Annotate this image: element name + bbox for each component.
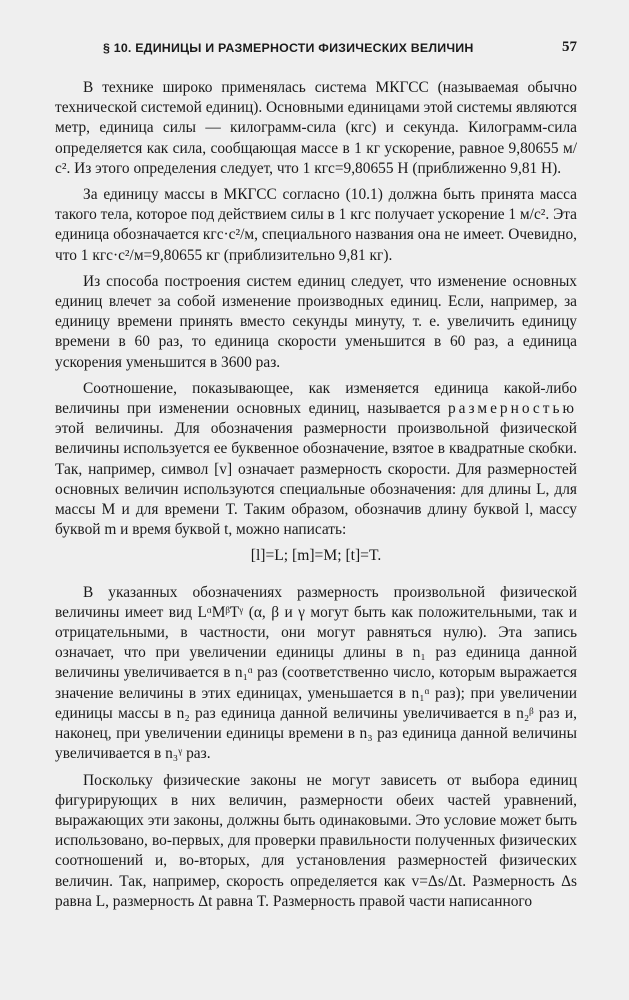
paragraph-part: этой величины. Для обозначения размерности произвольной физической величины используется ее буквенное обозначение, взятое в квадратные скобки. Так, например, символ [v] означает размерность скорости. Для размерностей основных величин используются специальные обозначения: для длины L, для массы M и для времени T. Таким образом, обозначив длину буквой l, массу буквой m и время буквой t, можно написать:	[55, 420, 577, 539]
section-title: § 10. ЕДИНИЦЫ И РАЗМЕРНОСТИ ФИЗИЧЕСКИХ ВЕЛИЧИН	[103, 41, 474, 55]
page-number: 57	[562, 39, 577, 55]
base-dimensions-formula: [l]=L; [m]=M; [t]=T.	[250, 547, 382, 565]
paragraph-physical-laws: Поскольку физические законы не могут зависеть от выбора единиц фигурирующих в них величин, размерности обеих частей уравнений, выражающих эти законы, должны быть одинаковыми. Это условие может быть использовано, во-первых, для проверки правильности полученных физических соотношений и, во-вторых, для установления размерностей физических величин. Так, например, скорость определяется как v=Δs/Δt. Размерность Δs равна L, размерность Δt равна T. Размерность правой части написанного	[55, 771, 577, 910]
body-text	[55, 78, 577, 918]
paragraph-mass-unit: За единицу массы в МКГСС согласно (10.1) должна быть принята масса такого тела, которое под действием силы в 1 кгс получает ускорение 1 м/с². Эта единица обозначается кгс·с²/м, специального названия она не имеет. Очевидно, что 1 кгс·с²/м=9,80655 кг (приблизительно 9,81 кг).	[55, 186, 577, 264]
paragraph-dimension-notation: В указанных обозначениях размерность произвольной физической величины имеет вид LᵅMᵝTᵞ (α, β и γ могут быть как положительными, так и отрицательными, в частности, они могут равняться нулю). Эта запись означает, что при увеличении единицы длины в n₁ раз единица данной величины увеличивается в n₁ᵅ раз (соответственно число, которым выражается значение величины в этих единицах, уменьшается в n₁ᵅ раз); при увеличении единицы массы в n₂ раз единица данной величины увеличивается в n₂ᵝ раз и, наконец, при увеличении единицы времени в n₃ раз единица данной величины увеличивается в n₃ᵞ раз.	[55, 583, 577, 763]
paragraph-part: Соотношение, показывающее, как изменяется единица какой-либо величины при изменении основных единиц, называется	[55, 379, 577, 418]
paragraph-derived-units: Из способа построения систем единиц следует, что изменение основных единиц влечет за собой изменение производных единиц. Если, например, за единицу времени принять вместо секунды минуту, т. е. увеличить единицу времени в 60 раз, то единица скорости уменьшится в 60 раз, а единица ускорения уменьшится в 3600 раз.	[55, 272, 577, 371]
paragraph-mkgss: В технике широко применялась система МКГСС (называемая обычно технической системой единиц). Основными единицами этой системы являются метр, единица силы — килограмм-сила (кгс) и секунда. Килограмм-сила определяется как сила, сообщающая массе в 1 кг ускорение, равное 9,80655 м/с². Из этого определения следует, что 1 кгс=9,80655 Н (приближенно 9,81 Н).	[55, 79, 577, 177]
running-header	[55, 37, 577, 59]
term-dimension: размерностью	[447, 400, 577, 418]
paragraph-dimension-definition	[55, 379, 577, 541]
